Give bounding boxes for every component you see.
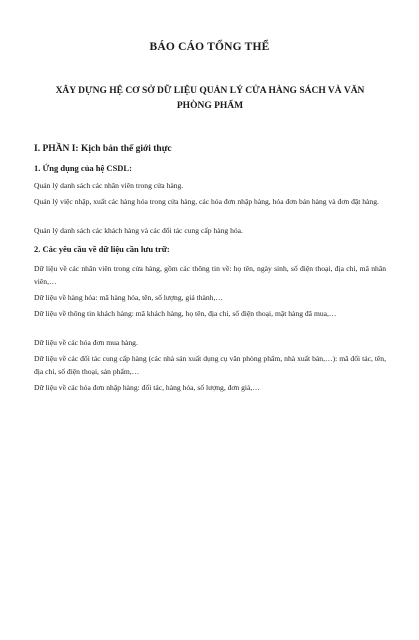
document-title: BÁO CÁO TỔNG THỂ xyxy=(149,41,270,53)
paragraph: Dữ liệu về các nhân viên trong cửa hàng, gồm các thông tin về: họ tên, ngày sinh, số điện thoại, địa chỉ, mã nhân viên,… xyxy=(34,264,386,286)
paragraph: Quản lý việc nhập, xuất các hàng hóa trong cửa hàng, các hóa đơn nhập hàng, hóa đơn bán hàng và đơn đặt hàng. xyxy=(34,197,379,206)
paragraph: Dữ liệu về các hóa đơn nhập hàng: đối tác, hàng hóa, số lượng, đơn giá,… xyxy=(34,383,260,392)
section-heading: I. PHẦN I: Kịch bản thế giới thực xyxy=(34,144,172,154)
paragraph: Dữ liệu về các hóa đơn mua hàng. xyxy=(34,338,138,347)
paragraph: Dữ liệu về thông tin khách hàng: mã khách hàng, họ tên, địa chỉ, số điện thoại, mặt hàng đã mua,… xyxy=(34,309,337,318)
paragraph: Dữ liệu về hàng hóa: mã hàng hóa, tên, số lượng, giá thành,… xyxy=(34,293,223,302)
paragraph: Quản lý danh sách các khách hàng và các đối tác cung cấp hàng hóa. xyxy=(34,226,243,235)
subsection-2-heading: 2. Các yêu cầu về dữ liệu cần lưu trữ: xyxy=(34,244,170,254)
document-subtitle: XÂY DỰNG HỆ CƠ SỞ DỮ LIỆU QUẢN LÝ CỬA HÀNG SÁCH VÀ VĂN PHÒNG PHẨM xyxy=(55,86,365,111)
paragraph: Quản lý danh sách các nhân viên trong cửa hàng. xyxy=(34,181,184,190)
subsection-1-heading: 1. Ứng dụng của hệ CSDL: xyxy=(34,163,132,173)
paragraph: Dữ liệu về các đối tác cung cấp hàng (các nhà sản xuất dụng cụ văn phòng phẩm, nhà xuất bản,…): mã đối tác, tên, địa chỉ, số điện thoại, sản phẩm,… xyxy=(34,354,386,376)
